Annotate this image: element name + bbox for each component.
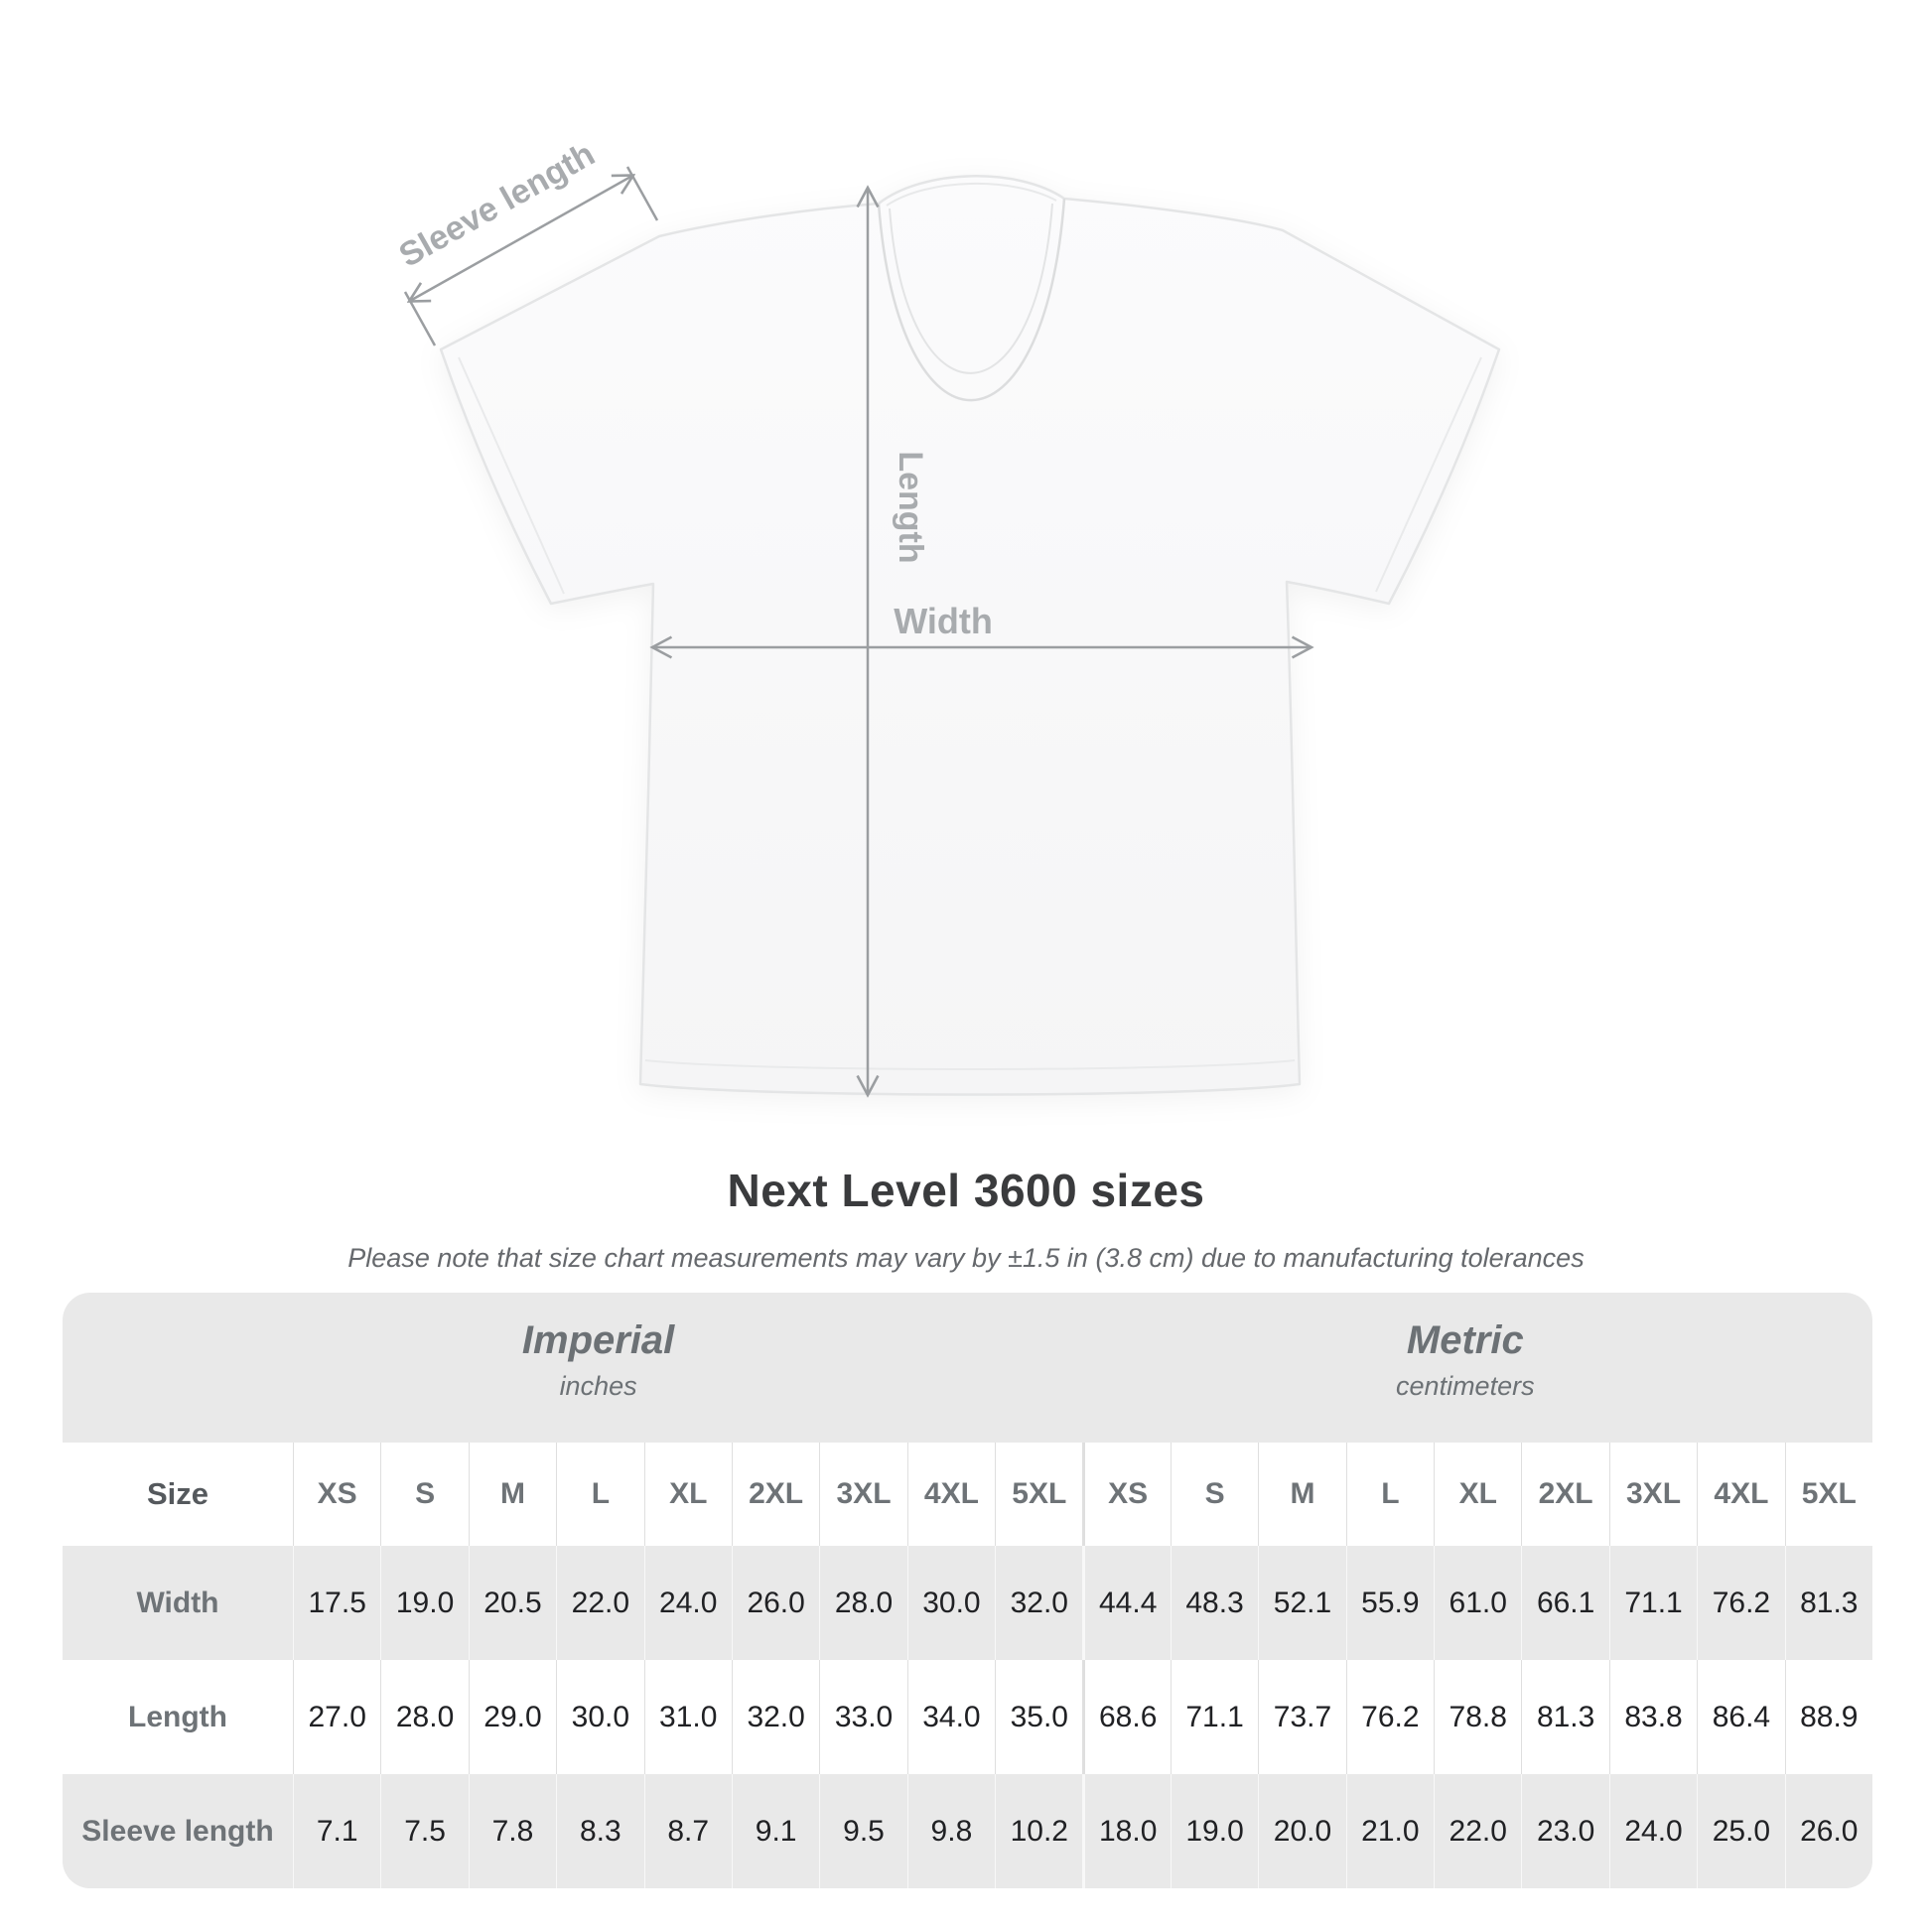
tolerance-note: Please note that size chart measurements may vary by ±1.5 in (3.8 cm) due to manufacturing tolerances	[347, 1243, 1585, 1273]
unit-header-band	[63, 1293, 1872, 1443]
length-row-cells	[293, 1660, 1872, 1774]
sleeve-length-row-label: Sleeve length	[81, 1814, 274, 1848]
width-value-cell: 66.1	[1521, 1546, 1608, 1660]
sleeve-length-value-cell: 7.5	[380, 1774, 468, 1888]
sleeve-length-dimension-label: Sleeve length	[392, 135, 602, 275]
sleeve-length-value-cell: 23.0	[1521, 1774, 1608, 1888]
width-value-cell: 32.0	[995, 1546, 1082, 1660]
length-value-cell: 78.8	[1434, 1660, 1521, 1774]
width-value-cell: 44.4	[1082, 1546, 1170, 1660]
width-value-cell: 71.1	[1609, 1546, 1697, 1660]
sleeve-length-value-cell: 26.0	[1785, 1774, 1872, 1888]
sleeve-length-value-cell: 7.1	[293, 1774, 380, 1888]
size-header-row	[63, 1443, 1872, 1546]
sleeve-length-value-cell: 19.0	[1171, 1774, 1258, 1888]
width-value-cell: 61.0	[1434, 1546, 1521, 1660]
width-value-cell: 52.1	[1258, 1546, 1345, 1660]
size-header-cell: XL	[1434, 1443, 1521, 1546]
sleeve-length-value-cell: 21.0	[1346, 1774, 1434, 1888]
imperial-group-title: Imperial	[521, 1318, 675, 1362]
sleeve-length-value-cell: 24.0	[1609, 1774, 1697, 1888]
size-header-cells	[293, 1443, 1872, 1546]
sleeve-length-value-cell: 9.8	[907, 1774, 995, 1888]
length-row	[63, 1660, 1872, 1774]
length-value-cell: 68.6	[1082, 1660, 1170, 1774]
length-row-label: Length	[128, 1700, 227, 1733]
length-value-cell: 32.0	[732, 1660, 819, 1774]
size-header-cell: XL	[644, 1443, 732, 1546]
width-value-cell: 24.0	[644, 1546, 732, 1660]
sleeve-dimension-tick-left	[405, 292, 435, 345]
size-chart-panel	[63, 1293, 1872, 1888]
length-value-cell: 83.8	[1609, 1660, 1697, 1774]
width-row	[63, 1546, 1872, 1660]
width-value-cell: 81.3	[1785, 1546, 1872, 1660]
length-value-cell: 29.0	[469, 1660, 556, 1774]
width-value-cell: 26.0	[732, 1546, 819, 1660]
length-value-cell: 31.0	[644, 1660, 732, 1774]
size-header-cell: L	[1346, 1443, 1434, 1546]
length-dimension-label: Length	[892, 451, 929, 564]
size-header-cell: 3XL	[819, 1443, 906, 1546]
sleeve-length-value-cell: 25.0	[1697, 1774, 1784, 1888]
size-header-cell: S	[380, 1443, 468, 1546]
width-row-label: Width	[136, 1586, 219, 1619]
metric-group-title: Metric	[1406, 1318, 1524, 1362]
width-value-cell: 55.9	[1346, 1546, 1434, 1660]
width-value-cell: 48.3	[1171, 1546, 1258, 1660]
sleeve-length-row-cells	[293, 1774, 1872, 1888]
length-value-cell: 73.7	[1258, 1660, 1345, 1774]
length-value-cell: 34.0	[907, 1660, 995, 1774]
sleeve-length-value-cell: 8.7	[644, 1774, 732, 1888]
width-value-cell: 76.2	[1697, 1546, 1784, 1660]
width-value-cell: 22.0	[556, 1546, 643, 1660]
width-value-cell: 19.0	[380, 1546, 468, 1660]
length-value-cell: 81.3	[1521, 1660, 1608, 1774]
metric-unit-group	[1396, 1318, 1535, 1402]
length-value-cell: 76.2	[1346, 1660, 1434, 1774]
metric-group-unit: centimeters	[1396, 1371, 1535, 1401]
size-header-cell: 2XL	[732, 1443, 819, 1546]
sleeve-dimension-tick-right	[627, 167, 657, 220]
size-header-cell: L	[556, 1443, 643, 1546]
length-value-cell: 35.0	[995, 1660, 1082, 1774]
length-value-cell: 27.0	[293, 1660, 380, 1774]
width-value-cell: 30.0	[907, 1546, 995, 1660]
size-header-cell: 5XL	[1785, 1443, 1872, 1546]
sleeve-length-row	[63, 1774, 1872, 1888]
length-value-cell: 88.9	[1785, 1660, 1872, 1774]
size-header-cell: 5XL	[995, 1443, 1082, 1546]
length-value-cell: 71.1	[1171, 1660, 1258, 1774]
sleeve-length-value-cell: 20.0	[1258, 1774, 1345, 1888]
width-value-cell: 28.0	[819, 1546, 906, 1660]
size-header-cell: S	[1171, 1443, 1258, 1546]
size-header-cell: XS	[1082, 1443, 1170, 1546]
width-value-cell: 17.5	[293, 1546, 380, 1660]
sleeve-length-value-cell: 22.0	[1434, 1774, 1521, 1888]
size-header-cell: 2XL	[1521, 1443, 1608, 1546]
size-header-cell: M	[1258, 1443, 1345, 1546]
sleeve-length-value-cell: 9.5	[819, 1774, 906, 1888]
width-row-cells	[293, 1546, 1872, 1660]
width-value-cell: 20.5	[469, 1546, 556, 1660]
imperial-group-unit: inches	[559, 1371, 637, 1401]
size-header-cell: 4XL	[907, 1443, 995, 1546]
size-header-cell: M	[469, 1443, 556, 1546]
sleeve-length-value-cell: 10.2	[995, 1774, 1082, 1888]
size-header-cell: 3XL	[1609, 1443, 1697, 1546]
length-value-cell: 86.4	[1697, 1660, 1784, 1774]
sleeve-length-value-cell: 8.3	[556, 1774, 643, 1888]
imperial-unit-group	[522, 1318, 674, 1402]
sleeve-length-value-cell: 7.8	[469, 1774, 556, 1888]
length-value-cell: 33.0	[819, 1660, 906, 1774]
size-header-cell: XS	[293, 1443, 380, 1546]
size-column-header: Size	[146, 1476, 209, 1511]
sleeve-length-value-cell: 9.1	[732, 1774, 819, 1888]
sleeve-length-value-cell: 18.0	[1082, 1774, 1170, 1888]
size-header-cell: 4XL	[1697, 1443, 1784, 1546]
page-title: Next Level 3600 sizes	[727, 1165, 1205, 1216]
length-value-cell: 30.0	[556, 1660, 643, 1774]
length-value-cell: 28.0	[380, 1660, 468, 1774]
width-dimension-label: Width	[894, 601, 993, 641]
